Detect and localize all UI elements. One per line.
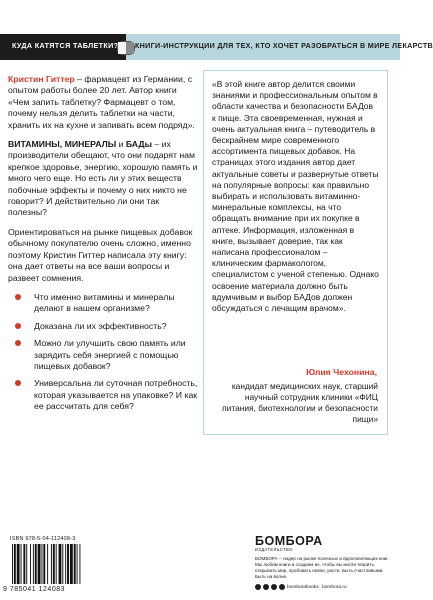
question-text: Что именно витамины и минералы делают в нашем организме? xyxy=(34,291,175,314)
social-icon xyxy=(271,584,277,590)
barcode-bar xyxy=(33,544,34,584)
barcode-bar xyxy=(38,544,41,584)
barcode-bar xyxy=(41,544,42,584)
bullet-icon xyxy=(15,340,21,346)
intro-text: – их производители обещают, что они подарят нам крепкое здоровье, энергию, хорошую память и много чего еще. Но есть ли у этих веществ побочные эффекты и почему о них никто не говорит? И действительно ли они так полезны? xyxy=(8,139,198,218)
publisher-site: bombora.ru xyxy=(322,584,347,590)
series-banner xyxy=(0,34,433,60)
barcode-bar xyxy=(35,544,37,584)
review-quote-text: «В этой книге автор делится своими знаниями и профессиональным опытом в области качества и безопасности БАДов к пище. Эта своевременная, нужная и очень актуальная книга – путеводитель в бескрайнем мире современного ассортимента пищевых добавок. На страницах этого издания автор дает актуальные советы и развернутые ответы на популярные вопросы: как правильно выбирать и использовать витаминно-минеральные комплексы, на что обращать внимание при их покупке в аптеке. Информация, изложенная в книге, вызывает доверие, так как написана профессионалом – клиническим фармакологом, специалистом с ученой степенью. Однако освоение материала должно быть вдумчивым и выбор БАДов должен обсуждаться с лечащим врачом». xyxy=(212,79,379,314)
publisher-sub: ИЗДАТЕЛЬСТВО xyxy=(255,547,293,552)
publisher-logo: БОМБОРА xyxy=(255,534,323,548)
author-bio-text: – фармацевт из Германии, с опытом работы более 20 лет. Автор книги «Чем запить таблетку? Фармацевт о том, почему нельзя делить таблетки на части, хранить их на кухне и запивать всем подряд». xyxy=(8,74,195,130)
barcode-bar xyxy=(26,544,27,584)
series-tagline: КНИГИ-ИНСТРУКЦИИ ДЛЯ ТЕХ, КТО ХОЧЕТ РАЗОБРАТЬСЯ В МИРЕ ЛЕКАРСТВ xyxy=(135,41,433,50)
purpose-paragraph: Ориентироваться на рынке пищевых добавок обычному покупателю очень сложно, именно поэтому Кристин Гиттер написала эту книгу: она дает ответы на все ваши вопросы и развеет сомнения. xyxy=(8,226,193,283)
publisher-block xyxy=(255,534,395,590)
barcode-bar xyxy=(59,544,62,584)
bullet-icon xyxy=(15,323,21,329)
barcode-bar xyxy=(14,544,16,584)
intro-lead: ВИТАМИНЫ, МИНЕРАЛЫ xyxy=(8,139,117,150)
publisher-handle: bomborabooks xyxy=(287,584,319,590)
reviewer-name: Юлия Чехонина, xyxy=(306,367,377,377)
barcode-bar xyxy=(67,544,69,584)
social-icon xyxy=(279,584,285,590)
barcode-bar xyxy=(56,544,57,584)
review-quote-box xyxy=(203,70,388,435)
back-cover-blurb xyxy=(8,74,198,419)
barcode-bar xyxy=(21,544,22,584)
author-bio xyxy=(8,74,198,131)
bullet-icon xyxy=(15,380,21,386)
publisher-social xyxy=(255,584,395,590)
social-icon xyxy=(263,584,269,590)
isbn-label: ISBN 978-5-04-112408-3 xyxy=(10,536,76,542)
barcode-bar xyxy=(65,544,66,584)
barcode-bar xyxy=(30,544,31,584)
barcode-bar xyxy=(51,544,52,584)
pill-icon xyxy=(117,41,135,55)
barcode-digits: 9 785041 124083 xyxy=(3,586,65,593)
reviewer-credentials: кандидат медицинских наук, старший научный сотрудник клиники «ФИЦ питания, биотехнологии и безопасности пищи» xyxy=(222,381,378,424)
list-item xyxy=(8,321,198,332)
list-item xyxy=(8,292,198,315)
intro-bady: БАДы xyxy=(125,139,153,150)
question-text: Универсальна ли суточная потребность, которая указывается на упаковке? И как ее рассчитать для себя? xyxy=(34,378,198,412)
barcode-bar xyxy=(23,544,25,584)
barcode-bar xyxy=(74,544,76,584)
list-item xyxy=(8,378,198,412)
barcode-bar xyxy=(77,544,78,584)
intro-and: и xyxy=(116,139,126,150)
social-icon xyxy=(255,584,261,590)
barcode-bar xyxy=(53,544,55,584)
barcode-bar xyxy=(43,544,45,584)
question-list xyxy=(8,292,198,413)
question-text: Доказана ли их эффективность? xyxy=(34,320,167,331)
question-text: Можно ли улучшить свою память или зарядить себя энергией с помощью пищевых добавок? xyxy=(34,338,186,371)
intro-paragraph xyxy=(8,139,198,219)
bullet-icon xyxy=(15,294,21,300)
barcode-bar xyxy=(70,544,73,584)
barcode-bar xyxy=(47,544,48,584)
barcode-bar xyxy=(62,544,63,584)
publisher-description: БОМБОРА – лидер на рынке полезных и вдохновляющих книг. Мы любим книги и создаем их, чтобы вы могли творить, открывать мир, пробовать новое, расти. Быть счастливыми. Быть на волне. xyxy=(255,556,389,579)
list-item xyxy=(8,338,198,372)
barcode-bar xyxy=(12,544,13,584)
author-name: Кристин Гиттер xyxy=(8,74,75,84)
series-title: КУДА КАТЯТСЯ ТАБЛЕТКИ? xyxy=(12,41,119,50)
barcode-bar xyxy=(17,544,20,584)
barcode-bar xyxy=(79,544,80,584)
barcode xyxy=(10,544,110,584)
